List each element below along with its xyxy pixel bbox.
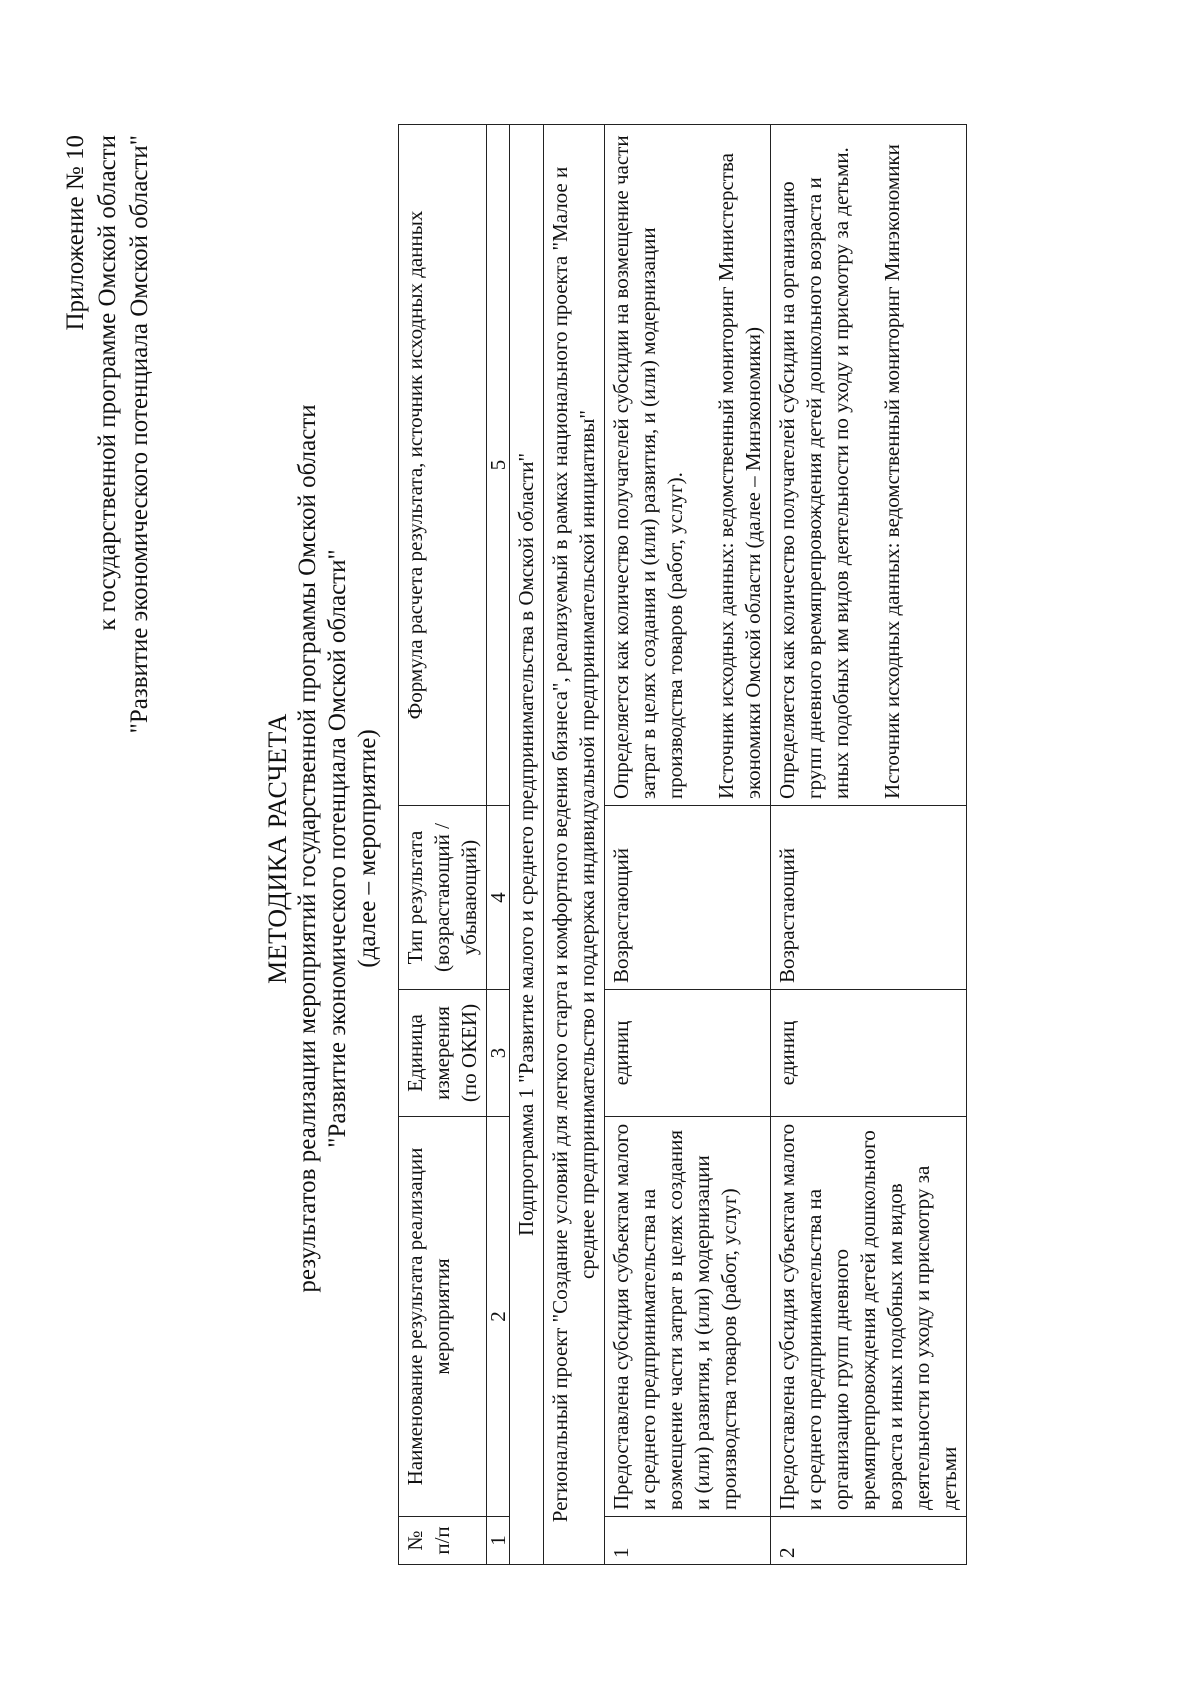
subprogram-title: Подпрограмма 1 "Развитие малого и среднего предпринимательства в Омской области" [510,125,544,1565]
column-number: 4 [487,806,510,990]
row-unit: единиц [771,990,967,1117]
document-title: МЕТОДИКА РАСЧЕТА [263,713,292,984]
row-formula: Определяется как количество получателей субсидии на организацию групп дневного времяпрепровождения детей дошкольного возраста и иных подобных им видов деятельности по уходу и присмотру за детьми. [775,147,853,799]
header-unit: Единица измерения (по ОКЕИ) [399,990,487,1117]
appendix-number: Приложение № 10 [62,135,89,331]
row-result-type: Возрастающий [771,806,967,990]
column-number: 2 [487,1117,510,1517]
appendix-program-name: "Развитие экономического потенциала Омской области" [126,135,153,734]
column-number: 5 [487,125,510,806]
column-number: 1 [487,1517,510,1565]
row-formula-cell [771,125,967,806]
header-number: № п/п [399,1517,487,1565]
document-program-name: "Развитие экономического потенциала Омской области" [324,549,351,1148]
column-number-row [487,125,510,1565]
header-result-name: Наименование результата реализации мероприятия [399,1117,487,1517]
row-result-name: Предоставлена субсидия субъектам малого и среднего предпринимательства на организацию групп дневного времяпрепровождения детей дошкольного возраста и иных подобных им видов деятельности по уходу и присмотру за детьми [771,1117,967,1517]
header-formula: Формула расчета результата, источник исходных данных [399,125,487,806]
column-number: 3 [487,990,510,1117]
appendix-program-ref: к государственной программе Омской области [94,135,121,631]
row-result-name: Предоставлена субсидия субъектам малого и среднего предпринимательства на возмещение части затрат в целях создания и (или) развития, и (или) модернизации производства товаров (работ, услуг) [605,1117,771,1517]
row-number: 1 [605,1517,771,1565]
row-data-source: Источник исходных данных: ведомственный мониторинг Минэкономики [880,144,904,799]
regional-project-title: Региональный проект "Создание условий для легкого старта и комфортного ведения бизнеса", реализуемый в рамках национального проекта "Малое и среднее предпринимательство и поддержка индивидуальной предпринимательской инициативы" [544,125,605,1565]
document-subtitle: результатов реализации мероприятий государственной программы Омской области [294,404,321,1293]
document-note: (далее – мероприятие) [354,729,381,968]
header-result-type: Тип результата (возрастающий / убывающий) [399,806,487,990]
row-number: 2 [771,1517,967,1565]
row-formula-cell [605,125,771,806]
project-row [544,125,605,1565]
row-formula: Определяется как количество получателей субсидии на возмещение части затрат в целях создания и (или) развития, и (или) модернизации производства товаров (работ, услуг). [609,135,687,799]
row-data-source: Источник исходных данных: ведомственный мониторинг Министерства экономики Омской области (далее – Минэкономики) [714,153,765,799]
subprogram-row [510,125,544,1565]
row-result-type: Возрастающий [605,806,771,990]
calculation-method-table [398,124,967,1565]
table-header-row [399,125,487,1565]
row-unit: единиц [605,990,771,1117]
table-row [605,125,771,1565]
appendix-header [60,135,156,733]
table-row [771,125,967,1565]
document-title-block [263,0,383,1697]
